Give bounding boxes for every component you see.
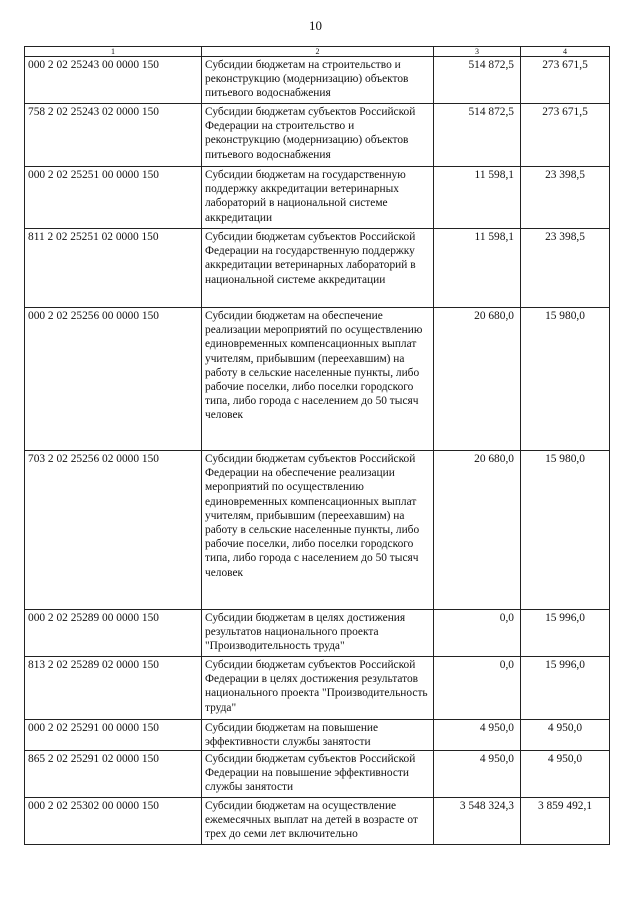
row-value-2: 4 950,0 <box>521 751 610 798</box>
row-code: 000 2 02 25251 00 0000 150 <box>25 167 202 229</box>
budget-table <box>24 46 610 845</box>
row-value-2: 273 671,5 <box>521 57 610 104</box>
row-value-1: 0,0 <box>434 610 521 657</box>
table-row <box>25 104 610 167</box>
table-row <box>25 57 610 104</box>
row-code: 000 2 02 25256 00 0000 150 <box>25 308 202 451</box>
row-value-1: 0,0 <box>434 657 521 720</box>
row-value-2: 4 950,0 <box>521 720 610 751</box>
row-value-1: 20 680,0 <box>434 308 521 451</box>
row-value-2: 15 980,0 <box>521 451 610 610</box>
table-row <box>25 798 610 845</box>
row-value-1: 514 872,5 <box>434 104 521 167</box>
row-code: 000 2 02 25243 00 0000 150 <box>25 57 202 104</box>
row-value-2: 3 859 492,1 <box>521 798 610 845</box>
row-name: Субсидии бюджетам на строительство и реконструкцию (модернизацию) объектов питьевого водоснабжения <box>202 57 434 104</box>
table-row <box>25 657 610 720</box>
row-name: Субсидии бюджетам субъектов Российской Федерации на строительство и реконструкцию (модернизацию) объектов питьевого водоснабжения <box>202 104 434 167</box>
table-row <box>25 308 610 451</box>
row-name: Субсидии бюджетам на государственную поддержку аккредитации ветеринарных лабораторий в национальной системе аккредитации <box>202 167 434 229</box>
row-value-1: 4 950,0 <box>434 751 521 798</box>
row-value-2: 23 398,5 <box>521 167 610 229</box>
column-number-2: 2 <box>202 47 434 57</box>
row-value-1: 11 598,1 <box>434 229 521 308</box>
row-value-1: 3 548 324,3 <box>434 798 521 845</box>
row-value-2: 273 671,5 <box>521 104 610 167</box>
table-row <box>25 167 610 229</box>
row-code: 000 2 02 25302 00 0000 150 <box>25 798 202 845</box>
row-value-2: 15 996,0 <box>521 657 610 720</box>
table-row <box>25 229 610 308</box>
column-number-3: 3 <box>434 47 521 57</box>
row-value-2: 23 398,5 <box>521 229 610 308</box>
page-number: 10 <box>309 18 322 33</box>
column-number-4: 4 <box>521 47 610 57</box>
column-number-row <box>25 47 610 57</box>
row-value-1: 20 680,0 <box>434 451 521 610</box>
row-code: 000 2 02 25291 00 0000 150 <box>25 720 202 751</box>
table-row <box>25 610 610 657</box>
row-code: 000 2 02 25289 00 0000 150 <box>25 610 202 657</box>
row-name: Субсидии бюджетам на повышение эффективности службы занятости <box>202 720 434 751</box>
row-code: 758 2 02 25243 02 0000 150 <box>25 104 202 167</box>
row-value-1: 11 598,1 <box>434 167 521 229</box>
row-code: 865 2 02 25291 02 0000 150 <box>25 751 202 798</box>
row-code: 813 2 02 25289 02 0000 150 <box>25 657 202 720</box>
row-name: Субсидии бюджетам субъектов Российской Федерации на обеспечение реализации мероприятий по осуществлению единовременных компенсационных выплат учителям, прибывшим (переехавшим) на работу в сельские населенные пункты, либо рабочие поселки, либо поселки городского типа, либо города с населением до 50 тысяч человек <box>202 451 434 610</box>
row-name: Субсидии бюджетам субъектов Российской Федерации на повышение эффективности службы занятости <box>202 751 434 798</box>
row-value-1: 4 950,0 <box>434 720 521 751</box>
row-name: Субсидии бюджетам на осуществление ежемесячных выплат на детей в возрасте от трех до семи лет включительно <box>202 798 434 845</box>
row-value-2: 15 996,0 <box>521 610 610 657</box>
row-name: Субсидии бюджетам в целях достижения результатов национального проекта "Производительность труда" <box>202 610 434 657</box>
table-row <box>25 451 610 610</box>
table-row <box>25 751 610 798</box>
column-number-1: 1 <box>25 47 202 57</box>
table-row <box>25 720 610 751</box>
row-code: 811 2 02 25251 02 0000 150 <box>25 229 202 308</box>
row-value-1: 514 872,5 <box>434 57 521 104</box>
row-value-2: 15 980,0 <box>521 308 610 451</box>
row-name: Субсидии бюджетам субъектов Российской Федерации в целях достижения результатов национального проекта "Производительность труда" <box>202 657 434 720</box>
row-name: Субсидии бюджетам субъектов Российской Федерации на государственную поддержку аккредитации ветеринарных лабораторий в национальной системе аккредитации <box>202 229 434 308</box>
row-code: 703 2 02 25256 02 0000 150 <box>25 451 202 610</box>
row-name: Субсидии бюджетам на обеспечение реализации мероприятий по осуществлению единовременных компенсационных выплат учителям, прибывшим (переехавшим) на работу в сельские населенные пункты, либо рабочие поселки, либо поселки городского типа, либо города с населением до 50 тысяч человек <box>202 308 434 451</box>
